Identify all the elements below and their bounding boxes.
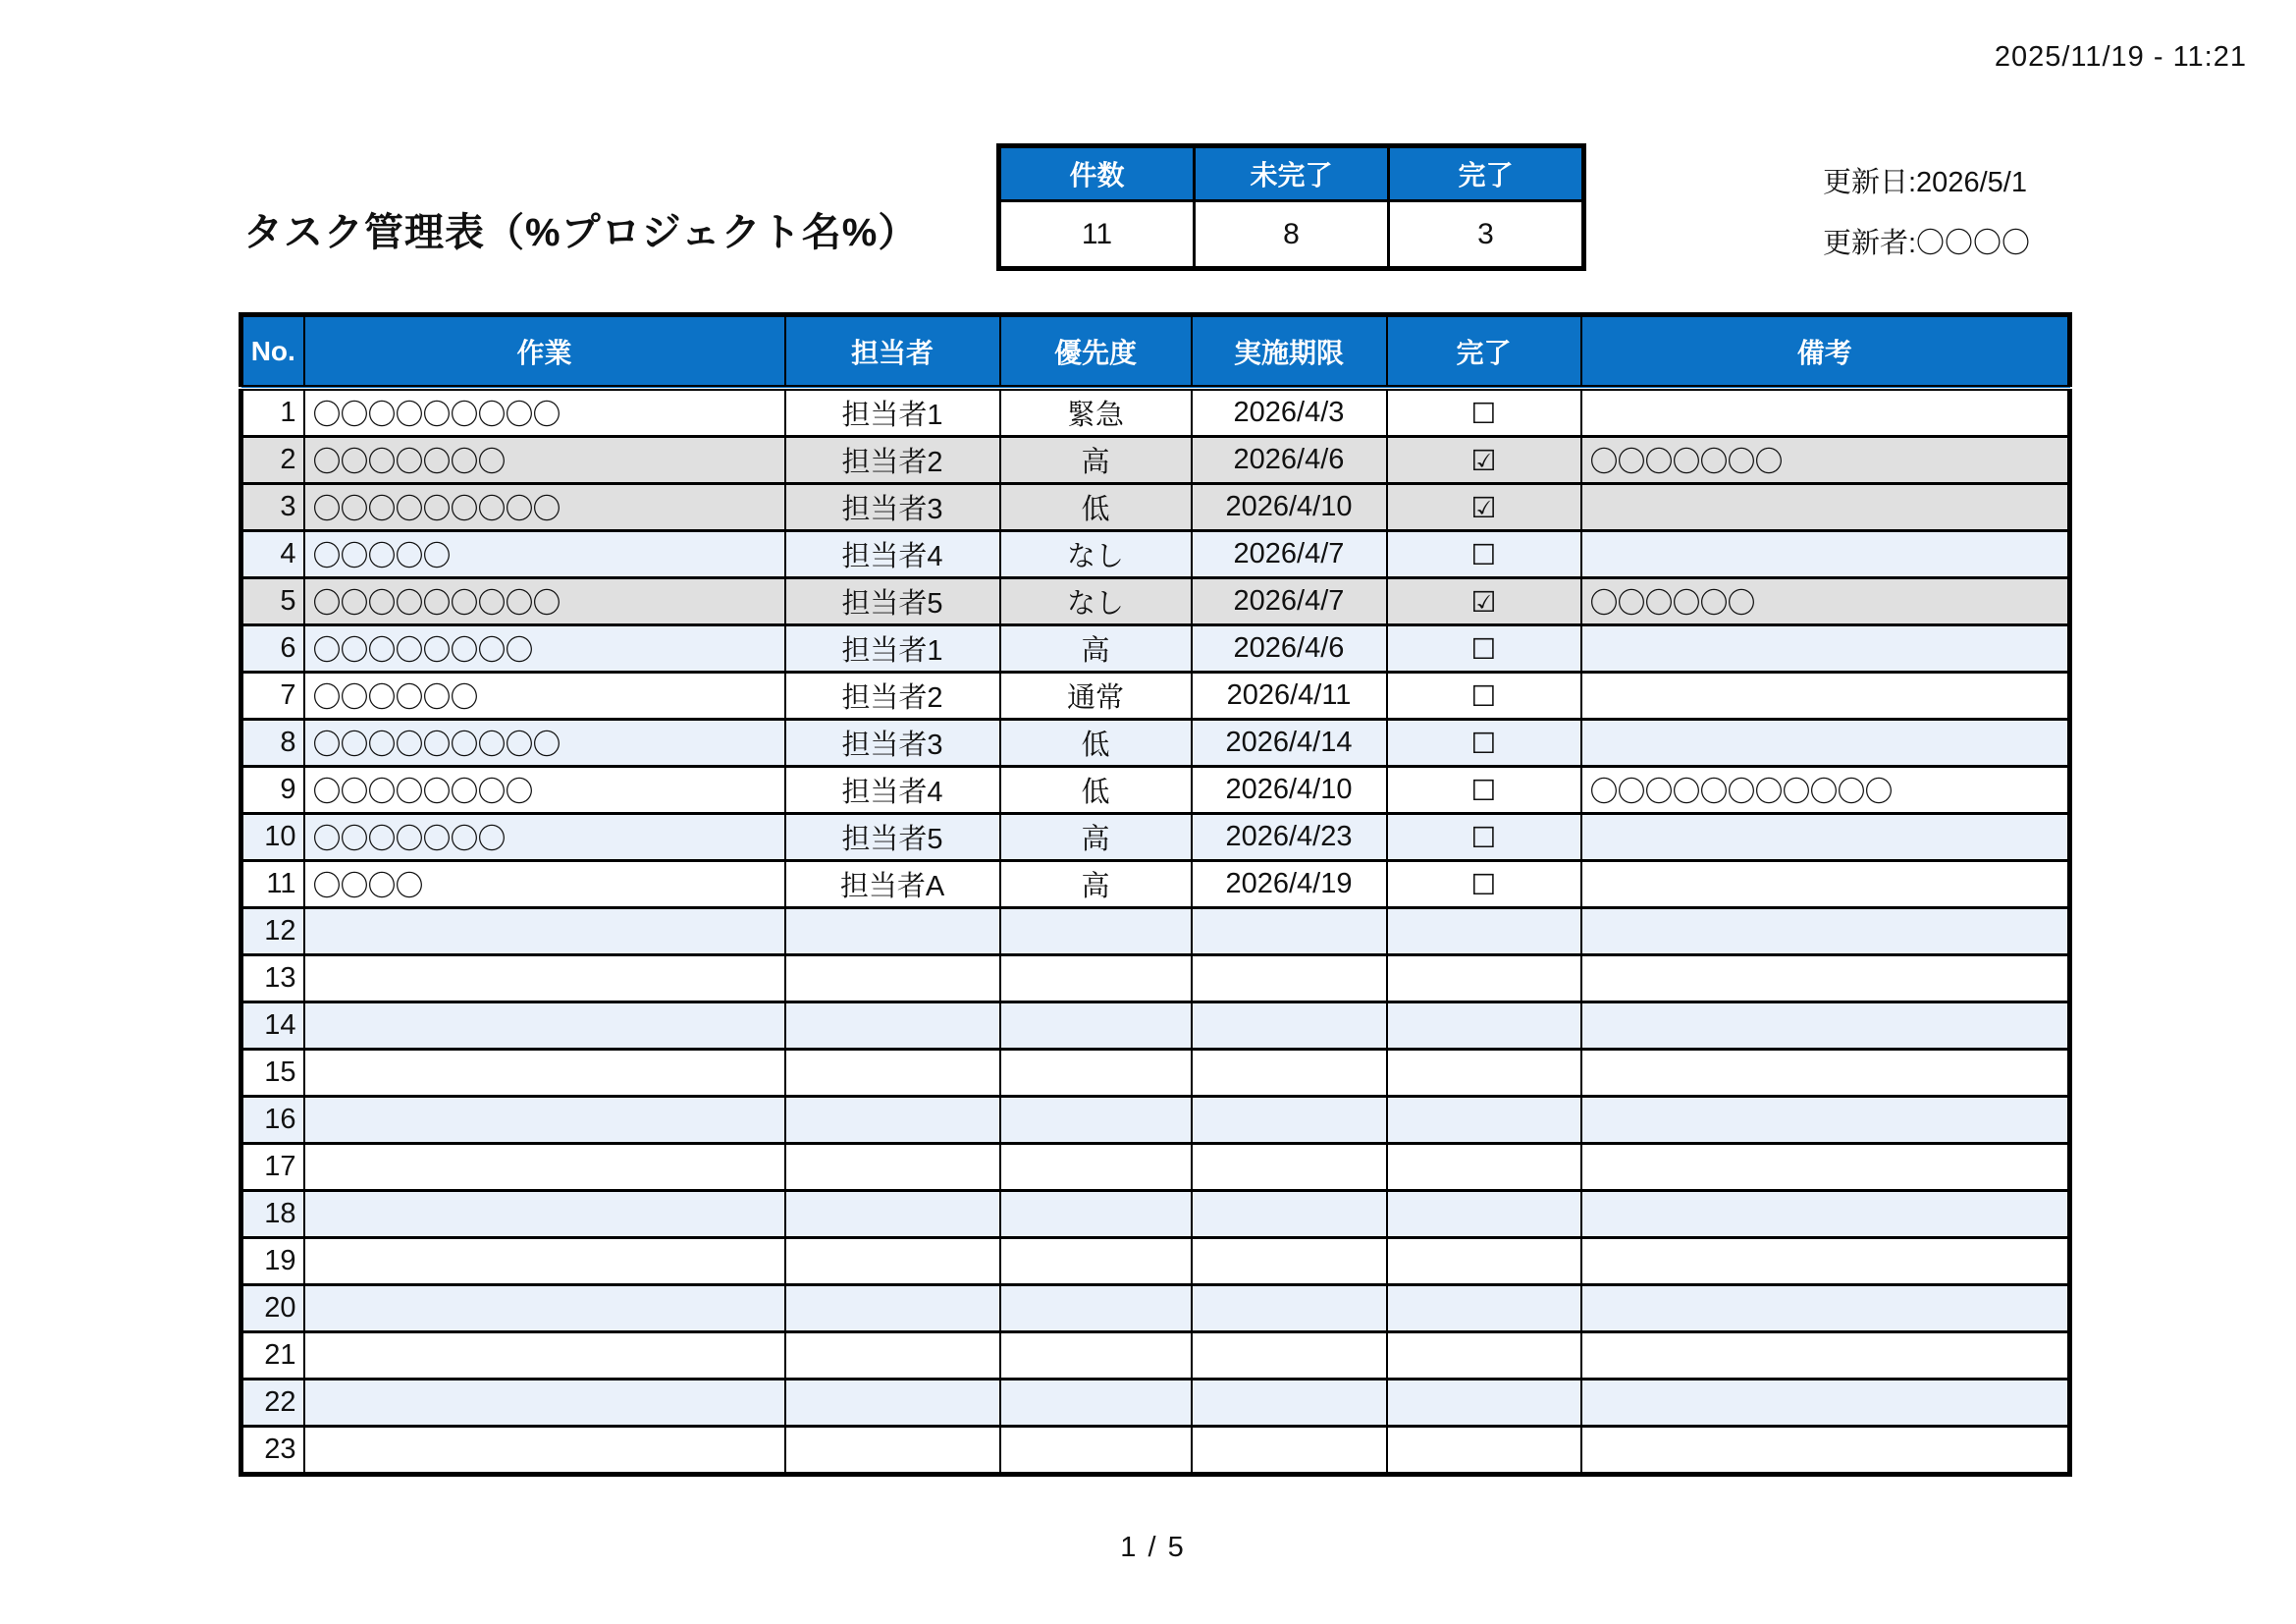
updated-by: 更新者:〇〇〇〇 <box>1823 228 2031 259</box>
cell-remarks: 〇〇〇〇〇〇 <box>1581 578 2070 625</box>
table-row <box>241 908 2070 955</box>
cell-priority: 高 <box>1000 814 1192 861</box>
cell-task <box>304 1097 785 1144</box>
cell-no: 21 <box>241 1332 304 1380</box>
header-no: No. <box>241 315 304 389</box>
table-row <box>241 1144 2070 1191</box>
table-row <box>241 484 2070 531</box>
table-row <box>241 625 2070 673</box>
cell-task <box>304 1238 785 1285</box>
table-row <box>241 1380 2070 1427</box>
table-row <box>241 1285 2070 1332</box>
header-priority: 優先度 <box>1000 315 1192 389</box>
cell-remarks <box>1581 1191 2070 1238</box>
table-row <box>241 673 2070 720</box>
cell-no: 14 <box>241 1002 304 1050</box>
cell-task <box>304 1002 785 1050</box>
table-row <box>241 388 2070 437</box>
cell-remarks <box>1581 955 2070 1002</box>
cell-priority: 低 <box>1000 484 1192 531</box>
cell-priority <box>1000 1332 1192 1380</box>
cell-assignee <box>785 1380 1000 1427</box>
cell-deadline <box>1192 1332 1387 1380</box>
cell-deadline <box>1192 1050 1387 1097</box>
cell-no: 10 <box>241 814 304 861</box>
cell-assignee: 担当者5 <box>785 814 1000 861</box>
cell-assignee: 担当者1 <box>785 625 1000 673</box>
cell-task <box>304 955 785 1002</box>
page-title: タスク管理表（%プロジェクト名%） <box>243 211 919 254</box>
table-row <box>241 531 2070 578</box>
cell-assignee: 担当者3 <box>785 720 1000 767</box>
cell-deadline: 2026/4/6 <box>1192 625 1387 673</box>
cell-remarks <box>1581 484 2070 531</box>
cell-no: 9 <box>241 767 304 814</box>
cell-assignee <box>785 908 1000 955</box>
updated-date: 更新日:2026/5/1 <box>1823 167 2027 198</box>
cell-task <box>304 1285 785 1332</box>
table-row <box>241 1332 2070 1380</box>
cell-deadline: 2026/4/3 <box>1192 388 1387 437</box>
cell-priority <box>1000 1002 1192 1050</box>
checkbox-icon[interactable]: ☐ <box>1470 773 1497 807</box>
cell-remarks <box>1581 1285 2070 1332</box>
checkbox-icon[interactable]: ☐ <box>1470 867 1497 901</box>
cell-no: 4 <box>241 531 304 578</box>
cell-task <box>304 1191 785 1238</box>
cell-deadline <box>1192 1238 1387 1285</box>
cell-deadline <box>1192 1380 1387 1427</box>
cell-remarks <box>1581 1144 2070 1191</box>
cell-priority: 緊急 <box>1000 388 1192 437</box>
cell-priority: なし <box>1000 531 1192 578</box>
cell-no: 7 <box>241 673 304 720</box>
cell-assignee <box>785 1238 1000 1285</box>
cell-task <box>304 1380 785 1427</box>
cell-task: 〇〇〇〇〇〇〇〇〇 <box>304 388 785 437</box>
cell-deadline: 2026/4/10 <box>1192 484 1387 531</box>
print-timestamp: 2025/11/19 - 11:21 <box>1994 41 2247 73</box>
summary-header-complete: 完了 <box>1389 146 1584 201</box>
cell-priority: 低 <box>1000 767 1192 814</box>
cell-deadline <box>1192 955 1387 1002</box>
checkbox-icon[interactable]: ☑ <box>1470 443 1497 477</box>
cell-assignee: 担当者4 <box>785 531 1000 578</box>
page-number: 1 / 5 <box>1120 1532 1186 1563</box>
cell-task <box>304 1332 785 1380</box>
cell-assignee: 担当者3 <box>785 484 1000 531</box>
cell-task <box>304 908 785 955</box>
cell-no: 8 <box>241 720 304 767</box>
cell-remarks <box>1581 908 2070 955</box>
summary-value-incomplete: 8 <box>1195 201 1389 269</box>
task-table <box>239 312 2072 1477</box>
cell-task: 〇〇〇〇〇〇 <box>304 673 785 720</box>
cell-no: 6 <box>241 625 304 673</box>
cell-remarks: 〇〇〇〇〇〇〇 <box>1581 437 2070 484</box>
cell-remarks <box>1581 625 2070 673</box>
cell-remarks <box>1581 1050 2070 1097</box>
cell-task <box>304 1050 785 1097</box>
cell-no: 19 <box>241 1238 304 1285</box>
table-row <box>241 578 2070 625</box>
cell-deadline <box>1192 1285 1387 1332</box>
checkbox-icon[interactable]: ☐ <box>1470 396 1497 430</box>
cell-assignee: 担当者1 <box>785 388 1000 437</box>
cell-priority <box>1000 1285 1192 1332</box>
update-info <box>1823 152 2030 274</box>
cell-remarks <box>1581 1002 2070 1050</box>
checkbox-icon[interactable]: ☑ <box>1470 490 1497 524</box>
cell-task: 〇〇〇〇〇〇〇〇 <box>304 625 785 673</box>
table-row <box>241 1427 2070 1475</box>
cell-assignee <box>785 1332 1000 1380</box>
cell-priority <box>1000 1427 1192 1475</box>
cell-remarks: 〇〇〇〇〇〇〇〇〇〇〇 <box>1581 767 2070 814</box>
cell-no: 20 <box>241 1285 304 1332</box>
cell-priority <box>1000 908 1192 955</box>
table-row <box>241 814 2070 861</box>
cell-assignee <box>785 1097 1000 1144</box>
summary-header-count: 件数 <box>999 146 1195 201</box>
task-table-body <box>241 388 2070 1475</box>
cell-assignee <box>785 1002 1000 1050</box>
cell-assignee: 担当者4 <box>785 767 1000 814</box>
cell-priority: 高 <box>1000 437 1192 484</box>
cell-remarks <box>1581 1427 2070 1475</box>
summary-header-row <box>999 146 1584 201</box>
cell-no: 17 <box>241 1144 304 1191</box>
cell-priority <box>1000 1097 1192 1144</box>
table-row <box>241 1050 2070 1097</box>
cell-remarks <box>1581 1380 2070 1427</box>
table-row <box>241 955 2070 1002</box>
cell-task: 〇〇〇〇〇〇〇〇〇 <box>304 484 785 531</box>
cell-no: 11 <box>241 861 304 908</box>
cell-assignee: 担当者2 <box>785 437 1000 484</box>
cell-task <box>304 1144 785 1191</box>
table-row <box>241 1002 2070 1050</box>
cell-priority: なし <box>1000 578 1192 625</box>
cell-task: 〇〇〇〇〇〇〇〇 <box>304 767 785 814</box>
cell-priority <box>1000 1191 1192 1238</box>
cell-no: 22 <box>241 1380 304 1427</box>
cell-deadline <box>1192 1002 1387 1050</box>
cell-task: 〇〇〇〇〇〇〇〇〇 <box>304 578 785 625</box>
cell-deadline: 2026/4/10 <box>1192 767 1387 814</box>
cell-remarks <box>1581 388 2070 437</box>
cell-remarks <box>1581 861 2070 908</box>
table-row <box>241 1191 2070 1238</box>
table-row <box>241 1097 2070 1144</box>
task-table-header-row <box>241 315 2070 389</box>
cell-no: 3 <box>241 484 304 531</box>
cell-no: 2 <box>241 437 304 484</box>
header-remarks: 備考 <box>1581 315 2070 389</box>
cell-assignee <box>785 1285 1000 1332</box>
cell-assignee <box>785 1427 1000 1475</box>
cell-deadline: 2026/4/23 <box>1192 814 1387 861</box>
table-row <box>241 861 2070 908</box>
cell-task: 〇〇〇〇〇〇〇 <box>304 814 785 861</box>
cell-deadline: 2026/4/7 <box>1192 578 1387 625</box>
checkbox-icon[interactable]: ☐ <box>1470 678 1497 713</box>
cell-assignee <box>785 955 1000 1002</box>
cell-priority <box>1000 1380 1192 1427</box>
cell-no: 5 <box>241 578 304 625</box>
cell-remarks <box>1581 1332 2070 1380</box>
table-row <box>241 720 2070 767</box>
cell-assignee: 担当者2 <box>785 673 1000 720</box>
summary-header-incomplete: 未完了 <box>1195 146 1389 201</box>
cell-remarks <box>1581 1238 2070 1285</box>
summary-value-complete: 3 <box>1389 201 1584 269</box>
cell-deadline: 2026/4/19 <box>1192 861 1387 908</box>
cell-task: 〇〇〇〇〇〇〇 <box>304 437 785 484</box>
cell-remarks <box>1581 531 2070 578</box>
cell-deadline <box>1192 908 1387 955</box>
cell-no: 13 <box>241 955 304 1002</box>
cell-assignee <box>785 1050 1000 1097</box>
checkbox-icon[interactable]: ☐ <box>1470 631 1497 666</box>
summary-value-count: 11 <box>999 201 1195 269</box>
header-assignee: 担当者 <box>785 315 1000 389</box>
cell-no: 12 <box>241 908 304 955</box>
cell-deadline <box>1192 1097 1387 1144</box>
cell-no: 18 <box>241 1191 304 1238</box>
header-deadline: 実施期限 <box>1192 315 1387 389</box>
cell-deadline: 2026/4/14 <box>1192 720 1387 767</box>
table-row <box>241 767 2070 814</box>
cell-priority: 通常 <box>1000 673 1192 720</box>
cell-deadline: 2026/4/7 <box>1192 531 1387 578</box>
checkbox-icon[interactable]: ☐ <box>1470 537 1497 571</box>
cell-deadline <box>1192 1191 1387 1238</box>
cell-task: 〇〇〇〇 <box>304 861 785 908</box>
cell-priority <box>1000 955 1192 1002</box>
cell-task <box>304 1427 785 1475</box>
cell-assignee: 担当者5 <box>785 578 1000 625</box>
cell-no: 15 <box>241 1050 304 1097</box>
cell-assignee <box>785 1191 1000 1238</box>
cell-priority: 低 <box>1000 720 1192 767</box>
cell-deadline <box>1192 1427 1387 1475</box>
cell-task: 〇〇〇〇〇〇〇〇〇 <box>304 720 785 767</box>
cell-no: 16 <box>241 1097 304 1144</box>
summary-table <box>996 143 1586 271</box>
header-task: 作業 <box>304 315 785 389</box>
cell-deadline <box>1192 1144 1387 1191</box>
cell-assignee: 担当者A <box>785 861 1000 908</box>
cell-priority: 高 <box>1000 625 1192 673</box>
cell-no: 1 <box>241 388 304 437</box>
cell-priority: 高 <box>1000 861 1192 908</box>
cell-priority <box>1000 1144 1192 1191</box>
cell-remarks <box>1581 720 2070 767</box>
table-row <box>241 1238 2070 1285</box>
cell-remarks <box>1581 673 2070 720</box>
cell-priority <box>1000 1238 1192 1285</box>
table-row <box>241 437 2070 484</box>
header-done: 完了 <box>1387 315 1581 389</box>
summary-value-row <box>999 201 1584 269</box>
cell-deadline: 2026/4/11 <box>1192 673 1387 720</box>
cell-priority <box>1000 1050 1192 1097</box>
cell-deadline: 2026/4/6 <box>1192 437 1387 484</box>
checkbox-icon[interactable]: ☐ <box>1470 820 1497 854</box>
cell-remarks <box>1581 814 2070 861</box>
cell-remarks <box>1581 1097 2070 1144</box>
cell-no: 23 <box>241 1427 304 1475</box>
checkbox-icon[interactable]: ☐ <box>1470 726 1497 760</box>
cell-task: 〇〇〇〇〇 <box>304 531 785 578</box>
cell-assignee <box>785 1144 1000 1191</box>
checkbox-icon[interactable]: ☑ <box>1470 584 1497 619</box>
